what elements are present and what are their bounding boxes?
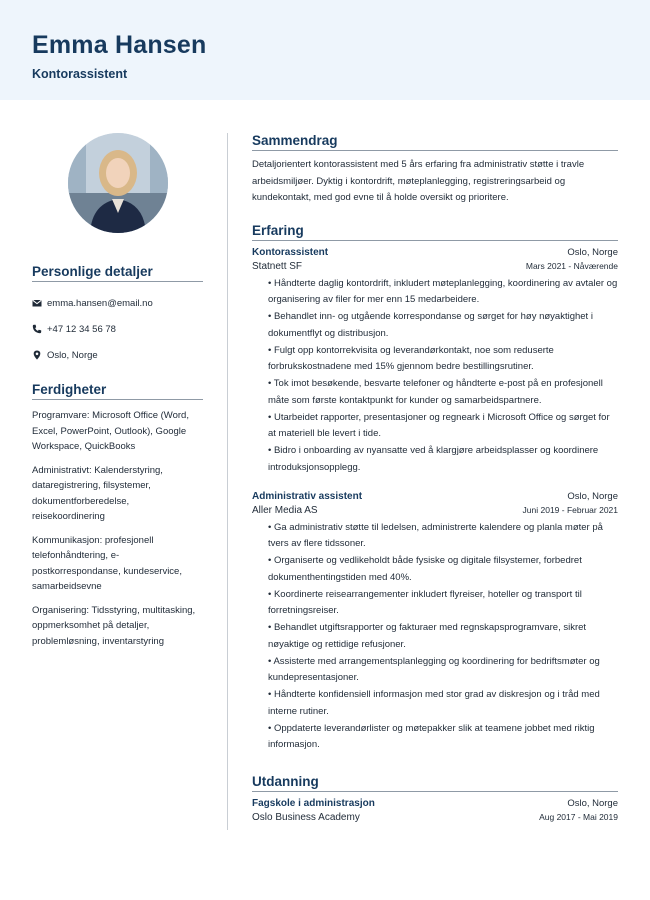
email-row[interactable] (32, 290, 203, 316)
skill-organization: Organisering: Tidsstyring, multitasking, oppmerksomhet på detaljer, problemløsning, inventarstyring (32, 604, 196, 647)
location-row (32, 342, 203, 368)
education-degree: Fagskole i administrasjon (252, 798, 375, 809)
bullet-item: • Behandlet inn- og utgående korrespondanse og sørget for høy nøyaktighet i dokumentflyt og distribusjon. (268, 309, 618, 342)
bullet-item: • Koordinerte reisearrangementer inkludert flyreiser, hoteller og transport til forretningsreiser. (268, 587, 618, 620)
left-column (32, 133, 203, 657)
phone-icon (32, 324, 42, 334)
bullet-item: • Oppdaterte leverandørlister og møtepakker slik at teamene jobbet med riktig informasjon. (268, 721, 618, 754)
job-company: Aller Media AS (252, 504, 318, 516)
summary-title: Sammendrag (252, 133, 618, 151)
job-bullets (252, 520, 618, 754)
job-location: Oslo, Norge (567, 246, 618, 258)
header-band (0, 0, 650, 100)
right-column (252, 133, 618, 823)
profile-photo (68, 133, 168, 233)
bullet-item: • Ga administrativ støtte til ledelsen, administrerte kalendere og planla møter på tvers av flere tidssoner. (268, 520, 618, 553)
candidate-role: Kontorassistent (32, 67, 128, 81)
phone-row[interactable] (32, 316, 203, 342)
job-title: Kontorassistent (252, 246, 329, 258)
bullet-item: • Håndterte konfidensiell informasjon med stor grad av diskresjon og i tråd med interne rutiner. (268, 687, 618, 720)
bullet-item: • Bidro i onboarding av nyansatte ved å klargjøre arbeidsplasser og koordinere introduksjonsopplegg. (268, 443, 618, 476)
education-location: Oslo, Norge (567, 798, 618, 809)
education-dates: Aug 2017 - Mai 2019 (539, 812, 618, 822)
education-entry (252, 798, 618, 823)
skills-title: Ferdigheter (32, 382, 203, 400)
location-pin-icon (32, 350, 42, 360)
experience-title: Erfaring (252, 223, 618, 241)
job-bullets (252, 276, 618, 477)
job-dates: Mars 2021 - Nåværende (525, 260, 618, 271)
skill-software: Programvare: Microsoft Office (Word, Excel, PowerPoint, Outlook), Google Workspace, QuickBooks (32, 410, 189, 452)
bullet-item: • Håndterte daglig kontordrift, inkludert møteplanlegging, koordinering av avtaler og organisering av filer for mer enn 15 medarbeidere. (268, 276, 618, 309)
bullet-item: • Tok imot besøkende, besvarte telefoner og håndterte e-post på en profesjonell måte som første kontaktpunkt for kunder og samarbeidspartnere. (268, 376, 618, 409)
mail-icon (32, 298, 42, 308)
job-company: Statnett SF (252, 260, 303, 272)
education-school: Oslo Business Academy (252, 812, 360, 823)
bullet-item: • Fulgt opp kontorrekvisita og leverandørkontakt, noe som reduserte forbrukskostnadene med 15% gjennom bedre bestillingsrutiner. (268, 343, 618, 376)
email-text: emma.hansen@email.no (47, 297, 153, 309)
phone-text: +47 12 34 56 78 (47, 323, 116, 335)
candidate-name: Emma Hansen (32, 31, 207, 59)
job-entry (252, 247, 618, 477)
bullet-item: • Utarbeidet rapporter, presentasjoner og regneark i Microsoft Office og sørget for at materiell ble levert i tide. (268, 410, 618, 443)
summary-text: Detaljorientert kontorassistent med 5 års erfaring fra administrativ støtte i travle arbeidsmiljøer. Dyktig i kontordrift, møteplanlegging, registreringsarbeid og kundekontakt, med god evne til å holde oversikt og prioritere. (252, 159, 585, 203)
column-divider (227, 133, 228, 830)
skill-communication: Kommunikasjon: profesjonell telefonhåndtering, e-postkorrespondanse, kundeservice, samarbeidsevne (32, 534, 182, 592)
bullet-item: • Assisterte med arrangementsplanlegging og koordinering for bedriftsmøter og kundepresentasjoner. (268, 654, 618, 687)
education-title: Utdanning (252, 774, 618, 792)
job-title: Administrativ assistent (252, 490, 363, 502)
job-dates: Juni 2019 - Februar 2021 (522, 504, 618, 515)
bullet-item: • Organiserte og vedlikeholdt både fysiske og digitale filsystemer, forbedret dokumenthentingstiden med 40%. (268, 553, 618, 586)
personal-details-title: Personlige detaljer (32, 264, 203, 282)
job-location: Oslo, Norge (567, 490, 618, 502)
location-text: Oslo, Norge (47, 349, 98, 361)
job-entry (252, 491, 618, 754)
bullet-item: • Behandlet utgiftsrapporter og fakturaer med regnskapsprogramvare, sikret nøyaktige og rettidige refusjoner. (268, 620, 618, 653)
skill-administrative: Administrativt: Kalenderstyring, dataregistrering, filsystemer, dokumentforberedelse, reisekoordinering (32, 464, 163, 522)
